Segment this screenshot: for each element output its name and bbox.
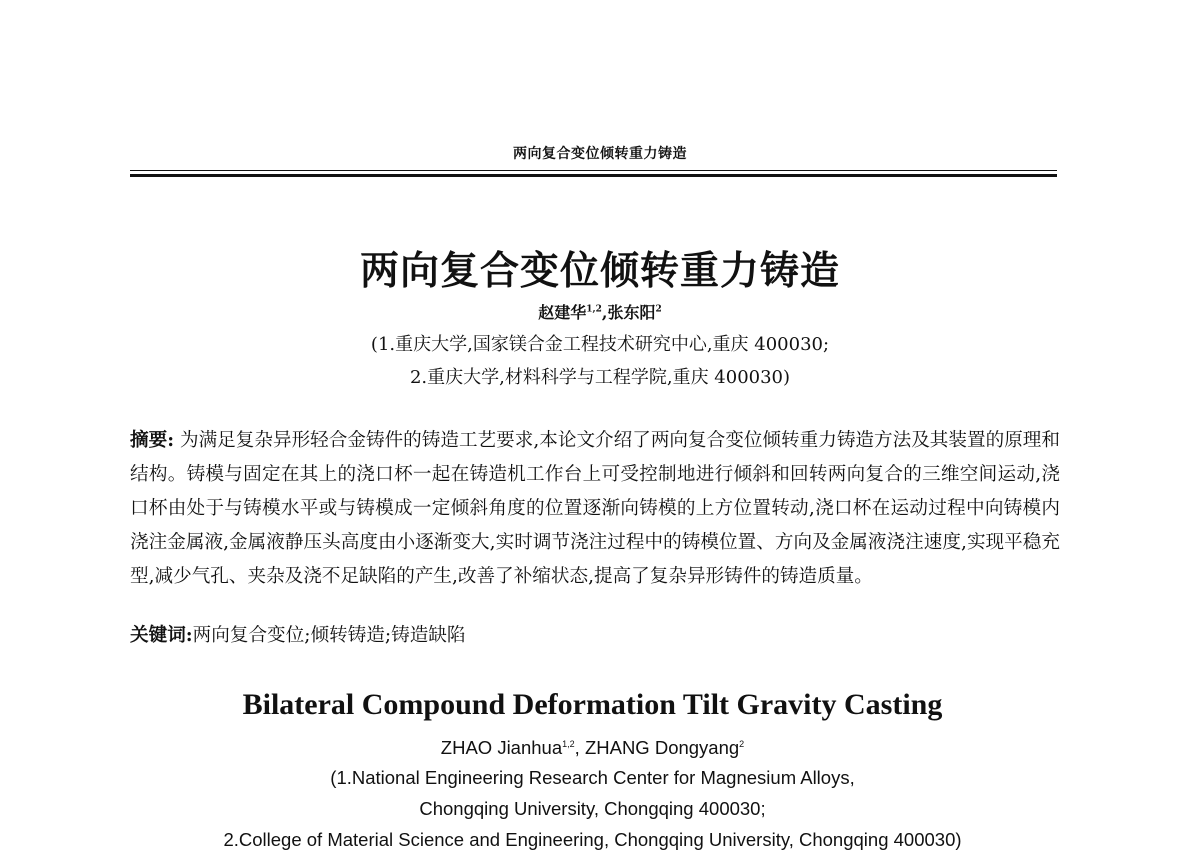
running-header: 两向复合变位倾转重力铸造 [513, 146, 687, 162]
author-name: 赵建华 [538, 303, 587, 322]
chinese-title: 两向复合变位倾转重力铸造 [359, 249, 840, 294]
author-affiliation-marker: 2 [739, 738, 745, 749]
author-name: ZHAO Jianhua [440, 737, 563, 758]
author-affiliation-marker: 1,2 [586, 304, 602, 315]
author-separator: , [601, 303, 608, 322]
keywords [130, 621, 1060, 651]
english-affiliation-3: 2.College of Material Science and Engineering, Chongqing University, Chongqing 400030) [223, 829, 962, 850]
author-affiliation-marker: 2 [655, 304, 662, 315]
author-separator: , [574, 737, 585, 758]
english-affiliation-1: (1.National Engineering Research Center for Magnesium Alloys, [330, 767, 855, 788]
keywords-label: 关键词: [130, 625, 193, 646]
chinese-affiliation-1: (1.重庆大学,国家镁合金工程技术研究中心,重庆 400030; [370, 334, 830, 355]
chinese-affiliation-2: 2.重庆大学,材料科学与工程学院,重庆 400030) [409, 367, 791, 388]
english-title: Bilateral Compound Deformation Tilt Gravity Casting [242, 688, 943, 721]
english-affiliation-2: Chongqing University, Chongqing 400030; [419, 798, 766, 819]
author-affiliation-marker: 1,2 [562, 738, 575, 749]
header-rule-thick [130, 174, 1057, 177]
chinese-authors [0, 300, 1200, 323]
abstract-text: 为满足复杂异形轻合金铸件的铸造工艺要求,本论文介绍了两向复合变位倾转重力铸造方法及其装置的原理和结构。铸模与固定在其上的浇口杯一起在铸造机工作台上可受控制地进行倾斜和回转两向复合的三维空间运动,浇口杯由处于与铸模水平或与铸模成一定倾斜角度的位置逐渐向铸模的上方位置转动,浇口杯在运动过程中向铸模内浇注金属液,金属液静压头高度由小逐渐变大,实时调节浇注过程中的铸模位置、方向及金属液浇注速度,实现平稳充型,减少气孔、夹杂及浇不足缺陷的产生,改善了补缩状态,提高了复杂异形铸件的铸造质量。 [130, 430, 1060, 587]
author-name: 张东阳 [607, 303, 656, 322]
header-rule-thin [130, 170, 1057, 171]
author-name: ZHANG Dongyang [584, 737, 740, 758]
abstract [130, 424, 1060, 594]
abstract-label: 摘要: [130, 430, 175, 451]
keywords-text: 两向复合变位;倾转铸造;铸造缺陷 [192, 625, 466, 646]
english-authors [0, 737, 1185, 759]
